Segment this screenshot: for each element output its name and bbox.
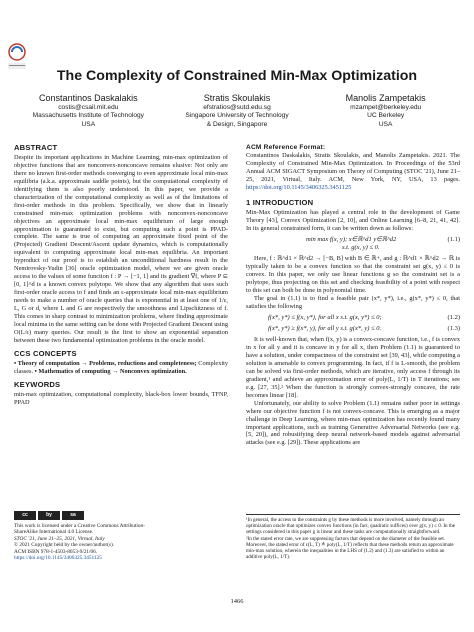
equation-constraint: [246, 244, 460, 252]
intro-paragraph: Here, f : ℝ^d1 × ℝ^d2 → [−B, B] with B ∈ ℝ+, and g : ℝ^d1 × ℝ^d2 → ℝ is typically taken to be a convex function so that the constraint set g(x, y) ≤ 0 is convex. In this paper, we only use linear functions g so the constraint set is a polytope, thus projecting on this set and checking feasibility of a point with respect to this set can both be done in polynomial time.: [246, 255, 460, 295]
license-doi[interactable]: https://doi.org/10.1145/3406325.3451125: [14, 555, 102, 562]
ccs-text: [14, 360, 228, 376]
ccs-concept-1: • Theory of computation → Problems, reductions and completeness;: [14, 359, 197, 367]
license-line: ShareAlike International 4.0 License.: [14, 529, 94, 536]
abstract-text: Despite its important applications in Machine Learning, min-max optimization of objective functions that are nonconvex-nonconcave remains elusive: Not only are there no known first-order methods converging to even approximate local min-max equilibria (a.k.a. approximate saddle points), but the computational complexity of identifying them is also poorly understood. In this paper, we provide a characterization of the computational complexity as well as of the limitations of first-order methods in this problem. Specifically, we show that in linearly constrained min-max optimization problems with nonconvex-nonconcave objectives an approximate local min-max equilibrium of large enough approximation is guaranteed to exist, but computing such a point is PPAD-complete. The same is true of computing an approximate fixed point of the (Projected) Gradient Descent/Ascent update dynamics, which is computationally equivalent to computing approximate local min-max equilibria. An important byproduct of our proof is to establish an unconditional hardness result in the Nemirovsky-Yudin [36] oracle optimization model, where we are given oracle access to the values of some function f : P → [−1, 1] and its gradient ∇f, where P ⊆ [0, 1]^d is a known convex polytope. We show that any algorithm that uses such first-order oracle access to f and finds an ε-approximate local min-max equilibrium needs to make a number of oracle queries that is exponential in at least one of 1/ε, L, G or d, where L and G are respectively the smoothness and Lipschitzness of f. This comes in sharp contrast to minimization problems, where finding approximate local minima in the same setting can be done with Projected Gradient Descent using O(L/ε) many queries. Our result is the first to show an exponential separation between these two fundamental optimization problems in the oracle model.: [14, 153, 228, 344]
author-3: [311, 93, 460, 129]
equation-number: (1.3): [447, 325, 460, 333]
license-line: ACM ISBN 978-1-4503-8053-9/21/06.: [14, 548, 98, 555]
author-block: [14, 93, 460, 129]
sa-icon: sa: [62, 511, 84, 520]
author-email[interactable]: mzampet@berkeley.edu: [350, 104, 422, 111]
equation-text: f(x*, y*) ≥ f(x*, y), for all y s.t. g(x*, y) ≤ 0.: [268, 325, 382, 333]
equation-number: (1.1): [447, 235, 460, 243]
footnote-1: ¹In general, the access to the constraints g by these methods is more involved, namely through an optimization oracle that optimizes convex functions (in fact, quadratic suffices) over g(x, y) ≤ 0. In the settings considered in this paper g is linear and these tasks are computationally straightforward.: [246, 517, 456, 536]
right-column: [246, 144, 460, 447]
keywords-text: min-max optimization, computational complexity, black-box lower bounds, TFNP, PPAD: [14, 390, 228, 406]
intro-heading: 1 INTRODUCTION: [246, 197, 314, 207]
cc-license-badge[interactable]: [14, 511, 228, 520]
author-affiliation: Massachusetts Institute of Technology: [32, 112, 144, 120]
footnotes: [246, 514, 460, 560]
license-line: © 2021 Copyright held by the owner/author(s).: [14, 542, 115, 549]
author-2: [163, 93, 312, 129]
acm-reference-body: Constantinos Daskalakis, Stratis Skoulakis, and Manolis Zampetakis. 2021. The Complexity of Constrained Min-Max Optimization. In Proceedings of the 53rd Annual ACM SIGACT Symposium on Theory of Computing (STOC '21), June 21–25, 2021, Virtual, Italy. ACM, New York, NY, USA, 13 pages.: [246, 151, 460, 183]
intro-paragraph: Unfortunately, our ability to solve Problem (1.1) remains rather poor in settings where our objective function f is not convex-concave. This is emerging as a major challenge in Deep Learning, where min-max optimization has recently found many important applications, such as training Generative Adversarial Networks (see e.g. [5, 20]), and robustifying deep neural network-based models against adversarial attacks (see e.g. [29]). These applications are: [246, 399, 460, 447]
acm-reference-doi[interactable]: https://doi.org/10.1145/3406325.3451125: [246, 183, 352, 191]
author-affiliation: Singapore University of Technology: [185, 112, 289, 120]
equation-text: s.t. g(x, y) ≤ 0.: [342, 244, 380, 252]
equation-text: min max f(x, y); x∈ℝ^d1 y∈ℝ^d2: [306, 235, 397, 243]
author-country: USA: [81, 120, 96, 128]
author-country: & Design, Singapore: [206, 120, 268, 128]
equation-1-1: [246, 236, 460, 244]
license-line: STOC '21, June 21–25, 2021, Virtual, Italy: [14, 535, 105, 542]
footnote-2: ²In the stated error rate, we are suppressing factors that depend on the diameter of the feasible set. Moreover, the stated error of ε(L, T) ≜ poly(L, 1/T) reflects that these methods return an approximate min-max solution, wherein the inequalities in the LHS of (1.2) and (1.3) are satisfied to within an additive poly(L, 1/T).: [246, 535, 454, 561]
author-name: Constantinos Daskalakis: [39, 93, 138, 103]
by-icon: by: [38, 511, 60, 520]
author-email[interactable]: costis@csail.mit.edu: [58, 104, 119, 111]
keywords-heading: KEYWORDS: [14, 379, 61, 389]
intro-paragraph: Min-Max Optimization has played a central role in the development of Game Theory [43], Convex Optimization [2, 10], and Online Learning [6–8, 21, 41, 42]. In its general constrained form, it can be written down as follows:: [246, 208, 460, 232]
license-line: This work is licensed under a Creative Commons Attribution-: [14, 523, 145, 529]
ccs-concept-2: Complexity classes.: [14, 359, 228, 375]
equation-number: (1.2): [447, 314, 460, 322]
ccs-concept-3: • Mathematics of computing → Nonconvex optimization.: [33, 367, 187, 375]
intro-paragraph: It is well-known that, when f(x, y) is a convex-concave function, i.e., f is convex in x for all y and it is concave in y for all x, then Problem (1.1) is guaranteed to have a solution, under compactness of the constraint set [39, 43], while computing a solution is amenable to convex programming. In fact, if f is L-smooth, the problem can be solved via first-order methods, which are iterative, only access f through its gradient,¹ and achieve an approximation error of poly(L, 1/T) in T iterations; see e.g. [27, 35].² When the function is strongly convex-strongly concave, the rate becomes linear [18].: [246, 336, 460, 399]
page-number: 1466: [230, 598, 244, 605]
acm-reference-text: [246, 152, 460, 192]
intro-paragraph: The goal in (1.1) is to find a feasible pair (x*, y*), i.e., g(x*, y*) ≤ 0, that satisfies the following: [246, 295, 460, 311]
cc-icon: cc: [14, 511, 36, 520]
equation-text: f(x*, y*) ≤ f(x, y*), for all x s.t. g(x, y*) ≤ 0;: [268, 314, 382, 322]
left-column: [14, 144, 228, 407]
equation-1-3: [246, 325, 460, 333]
abstract-heading: ABSTRACT: [14, 143, 58, 152]
author-email[interactable]: efstratios@sutd.edu.sg: [203, 104, 271, 111]
author-1: [14, 93, 163, 129]
author-name: Manolis Zampetakis: [345, 93, 426, 103]
equation-1-2: [246, 314, 460, 322]
author-country: USA: [378, 120, 393, 128]
license-block: [14, 511, 228, 561]
paper-title: The Complexity of Constrained Min-Max Optimization: [56, 68, 418, 84]
author-affiliation: UC Berkeley: [367, 112, 405, 120]
acm-reference-heading: ACM Reference Format:: [246, 144, 326, 151]
ccs-heading: CCS CONCEPTS: [14, 348, 77, 358]
author-name: Stratis Skoulakis: [203, 93, 271, 103]
